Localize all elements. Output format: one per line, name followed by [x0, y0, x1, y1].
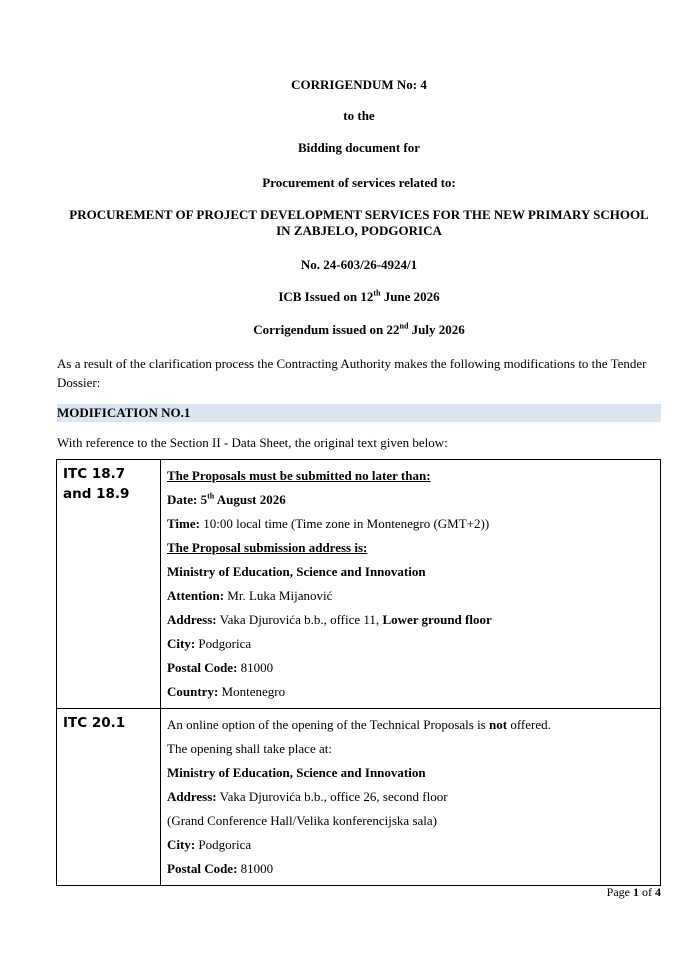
itc-label: ITC 20.1 [63, 715, 126, 731]
modification-heading-bar [57, 404, 661, 422]
table-row [57, 709, 661, 886]
opening-place-line: The opening shall take place at: [167, 741, 332, 756]
reference-number: No. 24-603/26-4924/1 [300, 257, 418, 272]
itc-cell [57, 460, 161, 709]
itc-content-cell [161, 709, 661, 886]
postal-code-line: Postal Code: 81000 [167, 861, 274, 876]
itc-label: ITC 18.7 [63, 466, 126, 482]
submission-time: Time: 10:00 local time (Time zone in Montenegro (GMT+2)) [167, 516, 490, 531]
procurement-line: Procurement of services related to: [262, 175, 456, 190]
city-line: City: Podgorica [167, 636, 252, 651]
country-line: Country: Montenegro [167, 684, 286, 699]
corrigendum-issued-line: Corrigendum issued on 22nd July 2026 [253, 321, 465, 337]
postal-code-line: Postal Code: 81000 [167, 660, 274, 675]
itc-label: and 18.9 [63, 486, 130, 502]
submission-address-heading: The Proposal submission address is: [167, 540, 368, 555]
data-sheet-table [56, 459, 661, 886]
project-title-line-1: PROCUREMENT OF PROJECT DEVELOPMENT SERVICES FOR THE NEW PRIMARY SCHOOL [69, 207, 649, 222]
corrigendum-number: CORRIGENDUM No: 4 [291, 77, 427, 92]
table-row [57, 460, 661, 709]
itc-content-cell [161, 460, 661, 709]
reference-paragraph: With reference to the Section II - Data Sheet, the original text given below: [57, 435, 448, 450]
ministry-name: Ministry of Education, Science and Innovation [167, 765, 426, 780]
project-title-line-2: IN ZABJELO, PODGORICA [276, 223, 442, 238]
address-line: Address: Vaka Djurovića b.b., office 11, Lower ground floor [167, 612, 492, 627]
online-opening-line: An online option of the opening of the Technical Proposals is not offered. [167, 717, 551, 732]
intro-paragraph: As a result of the clarification process the Contracting Authority makes the following modifications to the Tender Dossier: [57, 356, 647, 390]
address-line: Address: Vaka Djurovića b.b., office 26, second floor [167, 789, 448, 804]
submission-deadline-heading: The Proposals must be submitted no later than: [167, 468, 431, 483]
city-line: City: Podgorica [167, 837, 252, 852]
modification-title: MODIFICATION NO.1 [57, 405, 191, 420]
submission-date: Date: 5th August 2026 [167, 491, 286, 507]
ministry-name: Ministry of Education, Science and Innovation [167, 564, 426, 579]
page-number: Page 1 of 4 [606, 885, 661, 899]
attention-line: Attention: Mr. Luka Mijanović [167, 588, 333, 603]
hall-line: (Grand Conference Hall/Velika konferencijska sala) [167, 813, 437, 828]
to-the-line: to the [343, 108, 375, 123]
bidding-document-line: Bidding document for [297, 140, 421, 155]
itc-cell [57, 709, 161, 886]
icb-issued-line: ICB Issued on 12th June 2026 [278, 288, 440, 304]
